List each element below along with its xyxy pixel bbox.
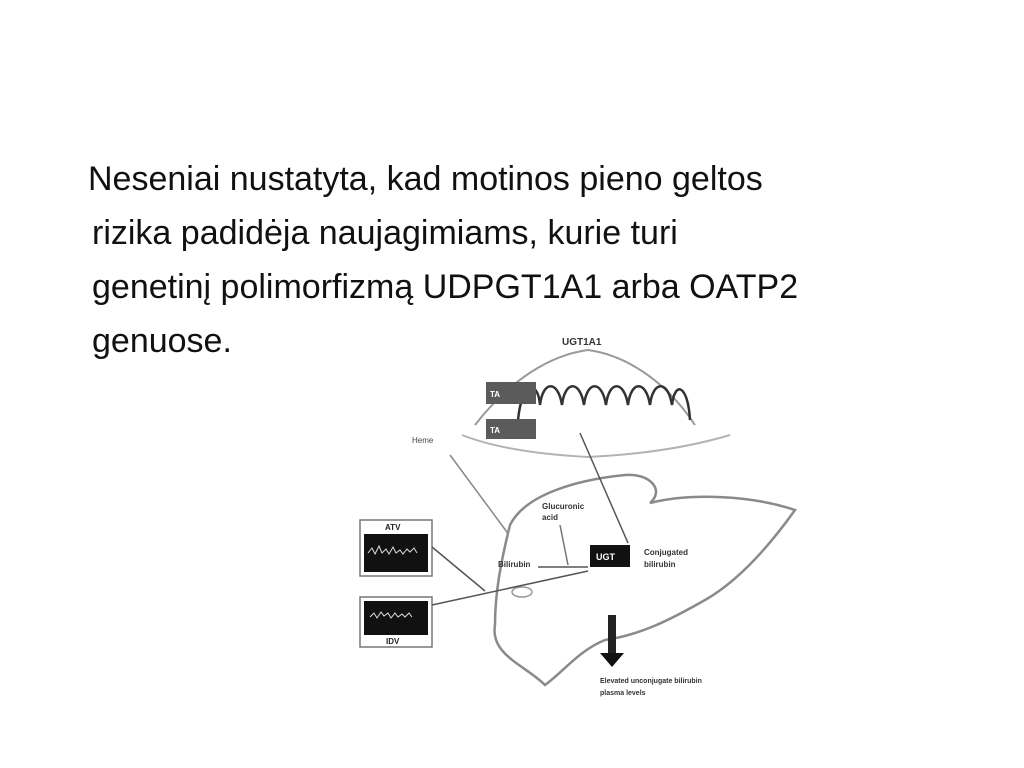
liver-outline bbox=[495, 475, 795, 685]
bilirubin-label: Bilirubin bbox=[498, 560, 531, 569]
conjugated-label: Conjugated bbox=[644, 548, 688, 557]
ugt-label: UGT bbox=[596, 552, 615, 562]
elevated-label: Elevated unconjugate bilirubin bbox=[600, 678, 702, 685]
atv-label: ATV bbox=[385, 523, 401, 532]
idv-image bbox=[364, 601, 428, 635]
body-line: Neseniai nustatyta, kad motinos pieno geltos bbox=[88, 160, 763, 198]
body-line: genetinį polimorfizmą UDPGT1A1 arba OATP2 bbox=[92, 268, 799, 306]
body-line: genuose. bbox=[92, 322, 232, 360]
heme-label: Heme bbox=[412, 436, 434, 445]
conjugated-bilirubin-label: bilirubin bbox=[644, 560, 676, 569]
down-arrow-shaft bbox=[608, 615, 616, 653]
figure-svg bbox=[350, 325, 810, 715]
acid-label: acid bbox=[542, 513, 559, 522]
down-arrow-head bbox=[600, 653, 624, 667]
bilirubin-metabolism-figure bbox=[350, 325, 810, 715]
idv-label: IDV bbox=[386, 637, 400, 646]
plasma-levels-label: plasma levels bbox=[600, 690, 646, 697]
ta-label-2: TA bbox=[490, 426, 501, 435]
gene-label: UGT1A1 bbox=[562, 337, 602, 348]
glucuronic-label: Glucuronic bbox=[542, 502, 585, 511]
atv-arrow bbox=[432, 547, 485, 591]
gene-loops bbox=[518, 386, 690, 420]
ta-label-1: TA bbox=[490, 390, 501, 399]
body-line: rizika padidėja naujagimiams, kurie turi bbox=[92, 214, 678, 252]
